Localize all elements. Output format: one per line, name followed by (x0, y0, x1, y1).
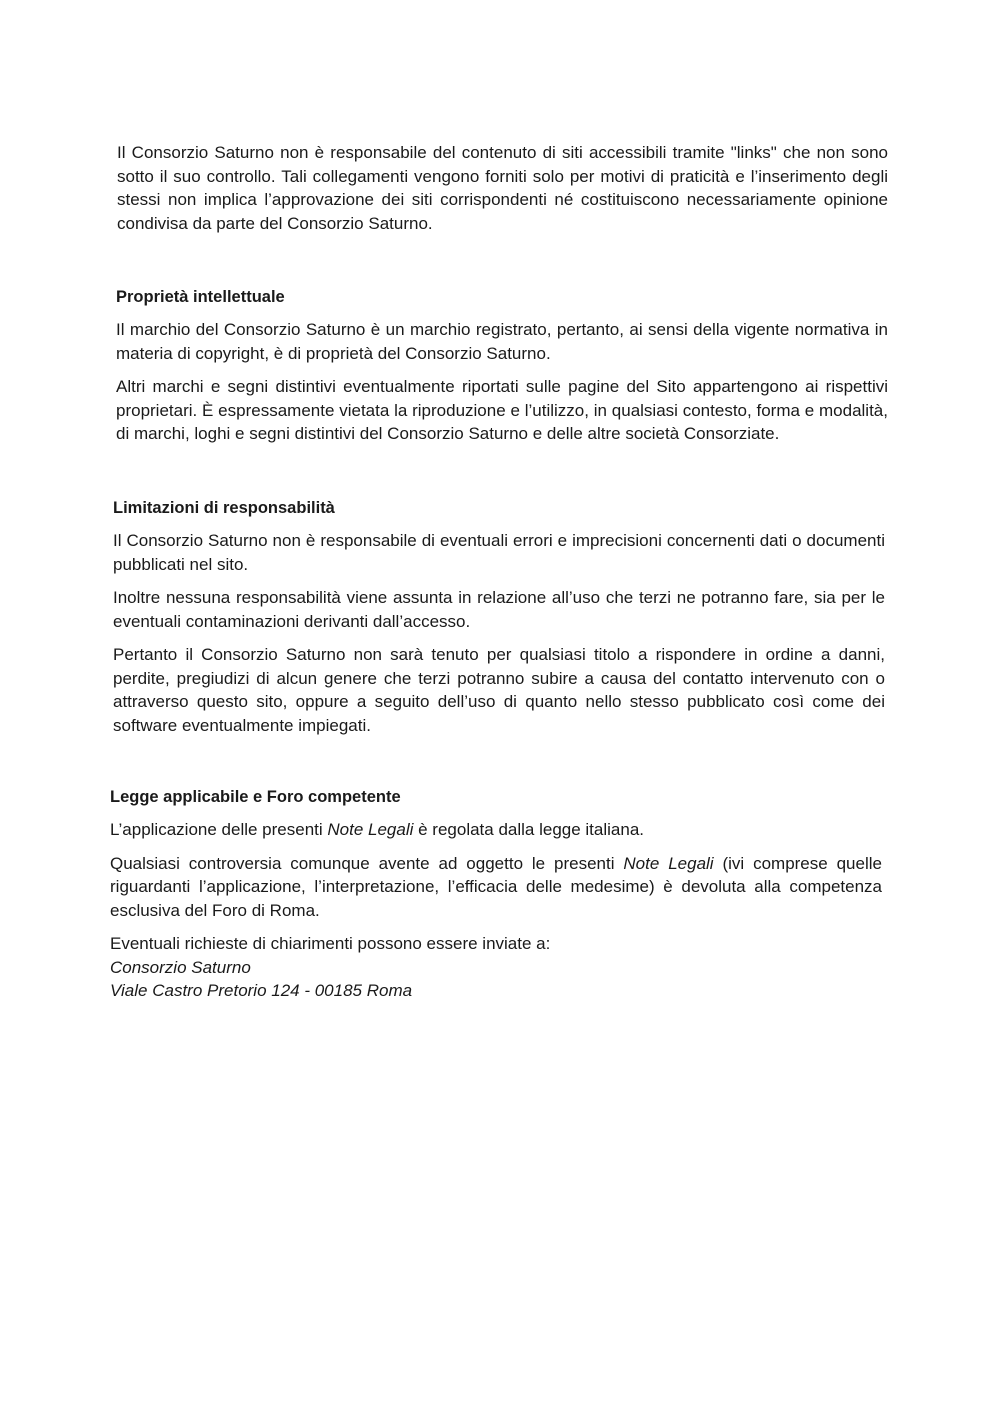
law-paragraph-1 (110, 818, 882, 842)
intro-section (117, 141, 888, 235)
law-p1-emphasis: Note Legali (327, 820, 414, 839)
law-p2-emphasis: Note Legali (623, 853, 714, 873)
contact-name-text: Consorzio Saturno (110, 957, 251, 977)
section-heading-applicable-law: Legge applicabile e Foro competente (110, 788, 401, 806)
law-paragraph-2 (110, 852, 882, 923)
law-p2-text-before: Qualsiasi controversia comunque avente ad oggetto le presenti (110, 853, 624, 873)
contact-address (110, 979, 882, 1003)
contact-name (110, 956, 882, 980)
intellectual-property-section (116, 318, 888, 446)
liability-paragraph-2: Inoltre nessuna responsabilità viene assunta in relazione all’uso che terzi ne potranno fare, sia per le eventuali contaminazioni derivanti dall’accesso. (113, 588, 885, 631)
liability-paragraph-1: Il Consorzio Saturno non è responsabile di eventuali errori e imprecisioni concernenti dati o documenti pubblicati nel sito. (113, 531, 885, 574)
liability-section (113, 529, 885, 737)
law-p2-text-after: (ivi comprese quelle riguardanti l’applicazione, l’interpretazione, l’efficacia delle medesime) è devoluta alla competenza esclusiva del Foro di Roma. (110, 853, 882, 920)
liability-paragraph-3: Pertanto il Consorzio Saturno non sarà tenuto per qualsiasi titolo a rispondere in ordine a danni, perdite, pregiudizi di alcun genere che terzi potranno subire a causa del contatto intervenuto con o attraverso questo sito, oppure a seguito dell’uso di quanto nello stesso pubblicato così come dei software eventualmente impiegati. (113, 645, 885, 735)
ip-paragraph-2: Altri marchi e segni distintivi eventualmente riportati sulle pagine del Sito appartengono ai rispettivi proprietari. È espressamente vietata la riproduzione e l’utilizzo, in qualsiasi contesto, forma e modalità, di marchi, loghi e segni distintivi del Consorzio Saturno e delle altre società Consorziate. (116, 377, 888, 443)
contact-address-text: Viale Castro Pretorio 124 - 00185 Roma (110, 981, 413, 1000)
intro-paragraph: Il Consorzio Saturno non è responsabile del contenuto di siti accessibili tramite "links" che non sono sotto il suo controllo. Tali collegamenti vengono forniti solo per motivi di praticità e l’inserimento degli stessi non implica l’approvazione dei siti corrispondenti né costituiscono necessariamente opinione condivisa da parte del Consorzio Saturno. (117, 143, 888, 233)
contact-intro: Eventuali richieste di chiarimenti possono essere inviate a: (110, 934, 551, 953)
contact-block (110, 932, 882, 1003)
applicable-law-section (110, 818, 882, 1003)
ip-paragraph-1: Il marchio del Consorzio Saturno è un marchio registrato, pertanto, ai sensi della vigente normativa in materia di copyright, è di proprietà del Consorzio Saturno. (116, 320, 888, 363)
law-p1-text-after: è regolata dalla legge italiana. (413, 820, 645, 839)
section-heading-intellectual-property: Proprietà intellettuale (116, 288, 285, 306)
law-p1-text-before: L’applicazione delle presenti (110, 820, 328, 839)
section-heading-liability: Limitazioni di responsabilità (113, 499, 335, 517)
